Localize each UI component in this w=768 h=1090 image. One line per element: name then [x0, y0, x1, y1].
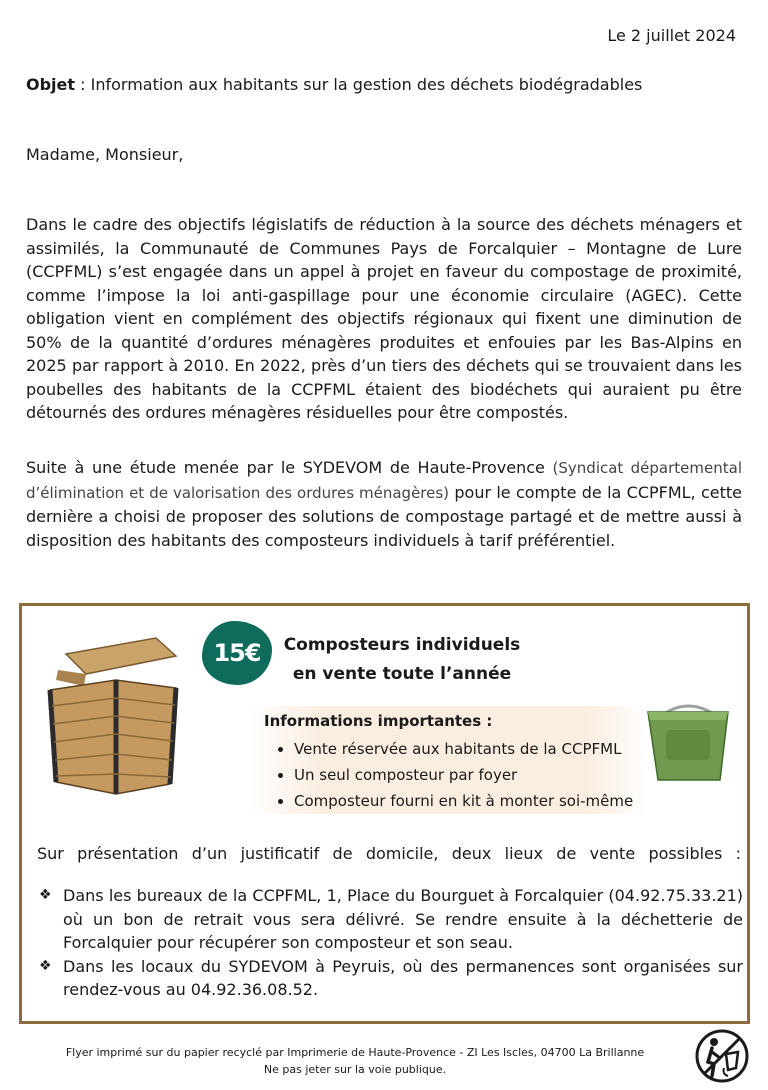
offer-title-line1: Composteurs individuels: [283, 635, 521, 655]
footer-printer-line: Flyer imprimé sur du papier recyclé par Imprimerie de Haute-Provence - ZI Les Iscles, 04700 La Brillanne: [65, 1046, 645, 1059]
offer-title-line2: en vente toute l’année: [292, 664, 512, 684]
price-badge: 15€: [202, 621, 272, 685]
wooden-composter-icon: [38, 634, 188, 796]
important-info-panel: [248, 706, 648, 814]
info-heading: Informations importantes :: [264, 712, 493, 730]
letter-date: Le 2 juillet 2024: [607, 26, 736, 45]
sale-intro: Sur présentation d’un justificatif de domicile, deux lieux de vente possibles :: [37, 844, 741, 863]
paragraph-objectives: Dans le cadre des objectifs législatifs de réduction à la source des déchets ménagers et assimilés, la Communauté de Communes Pays de Forcalquier – Montagne de Lure (CCPFML) s’est engagée dans un appel à projet en faveur du compostage de proximité, comme l’impose la loi anti-gaspillage pour une économie circulaire (AGEC). Cette obligation vient en complément des objectifs régionaux qui fixent une diminution de 50% de la quantité d’ordures ménagères produites et enfouies par les Bas-Alpins en 2025 par rapport à 2010. En 2022, près d’un tiers des déchets qui se trouvaient dans les poubelles des habitants de la CCPFML étaient des biodéchets qui auraient pu être détournés des ordures ménagères résiduelles pour être compostés.: [26, 215, 742, 422]
offer-title: [262, 631, 542, 689]
footer: [0, 1044, 710, 1078]
info-item-one-per-household: • Un seul composteur par foyer: [294, 762, 633, 788]
letter-subject: [26, 75, 642, 94]
sale-location-sydevom: ❖ Dans les locaux du SYDEVOM à Peyruis, où des permanences sont organisées sur rendez-vous au 04.92.36.08.52.: [37, 955, 743, 1002]
letter-greeting: Madame, Monsieur,: [26, 145, 184, 164]
info-item-residents: • Vente réservée aux habitants de la CCPFML: [294, 736, 633, 762]
info-list: [262, 736, 633, 814]
paragraph-study: [26, 456, 742, 552]
sale-location-ccpfml: ❖ Dans les bureaux de la CCPFML, 1, Place du Bourguet à Forcalquier (04.92.75.33.21) où un bon de retrait vous sera délivré. Se rendre ensuite à la déchetterie de Forcalquier pour récupérer son composteur et son seau.: [37, 884, 743, 955]
footer-notice: Ne pas jeter sur la voie publique.: [263, 1063, 447, 1076]
info-item-kit: • Composteur fourni en kit à monter soi-même: [294, 788, 633, 814]
subject-text: : Information aux habitants sur la gestion des déchets biodégradables: [75, 75, 643, 94]
recycle-bin-icon: [694, 1028, 750, 1084]
green-bucket-icon: [642, 690, 734, 784]
sale-locations: [37, 884, 743, 1002]
paragraph-study-end: pour le compte de la CCPFML, cette dernière a choisi de proposer des solutions de compostage partagé et de mettre aussi à disposition des habitants des composteurs individuels à tarif préférentiel.: [26, 482, 743, 550]
paragraph-study-parenthesis: (Syndicat départemental d’élimination et de valorisation des ordures ménagères): [26, 459, 742, 502]
offer-box: [19, 603, 750, 1024]
paragraph-study-start: Suite à une étude menée par le SYDEVOM de Haute-Provence: [26, 458, 553, 477]
subject-label: Objet: [26, 75, 76, 94]
